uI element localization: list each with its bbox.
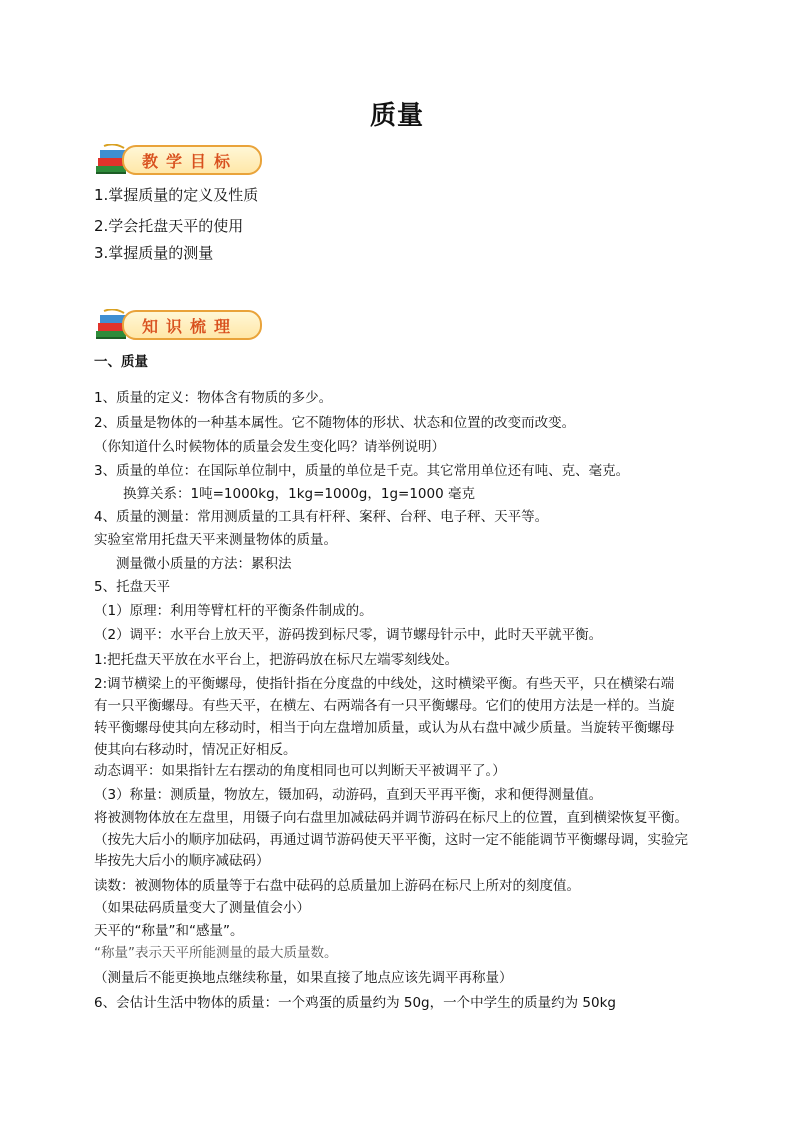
text-line: “称量”表示天平所能测量的最大质量数。	[94, 945, 338, 961]
text-line: 2:调节横梁上的平衡螺母，使指针指在分度盘的中线处，这时横梁平衡。有些天平，只在横梁右端	[94, 676, 675, 692]
text-line: 天平的“称量”和“感量”。	[94, 923, 244, 939]
text-line: 3、质量的单位：在国际单位制中，质量的单位是千克。其它常用单位还有吨、克、毫克。	[94, 463, 630, 479]
section-heading: 一、质量	[94, 354, 148, 370]
text-line: （3）称量：测质量，物放左，镊加码，动游码，直到天平再平衡，求和便得测量值。	[94, 787, 603, 803]
page-title: 质量	[369, 101, 424, 131]
text-line: （2）调平：水平台上放天平，游码拨到标尺零，调节螺母针示中，此时天平就平衡。	[94, 627, 603, 643]
goals-banner	[94, 142, 260, 178]
goal-item-1: 1.掌握质量的定义及性质	[94, 186, 259, 204]
text-line: 5、托盘天平	[94, 579, 171, 595]
text-line: 6、会估计生活中物体的质量：一个鸡蛋的质量约为 50g，一个中学生的质量约为 50kg	[94, 995, 616, 1011]
text-line: 实验室常用托盘天平来测量物体的质量。	[94, 532, 337, 548]
text-line: 动态调平：如果指针左右摆动的角度相同也可以判断天平被调平了。）	[94, 763, 506, 779]
text-line: 毕按先大后小的顺序减砝码）	[94, 853, 270, 869]
text-line: 测量微小质量的方法：累积法	[116, 556, 292, 572]
text-line: （测量后不能更换地点继续称量，如果直接了地点应该先调平再称量）	[94, 970, 513, 986]
text-line: （1）原理：利用等臂杠杆的平衡条件制成的。	[94, 603, 373, 619]
goal-item-3: 3.掌握质量的测量	[94, 244, 214, 262]
text-line: （按先大后小的顺序加砝码，再通过调节游码使天平平衡，这时一定不能能调节平衡螺母调，实验完	[94, 832, 688, 848]
text-line: 有一只平衡螺母。有些天平，在横左、右两端各有一只平衡螺母。它们的使用方法是一样的。当旋	[94, 698, 675, 714]
text-line: 2、质量是物体的一种基本属性。它不随物体的形状、状态和位置的改变而改变。	[94, 415, 576, 431]
text-line: （如果砝码质量变大了测量值会小）	[94, 900, 310, 916]
review-banner-label: 知识梳理	[142, 317, 239, 336]
text-line: 使其向右移动时，情况正好相反。	[94, 742, 297, 758]
text-line: 1:把托盘天平放在水平台上，把游码放在标尺左端零刻线处。	[94, 652, 459, 668]
text-line: 换算关系：1吨=1000kg，1kg=1000g，1g=1000 毫克	[123, 486, 475, 502]
review-banner-pill	[122, 310, 262, 340]
text-line: 1、质量的定义：物体含有物质的多少。	[94, 390, 333, 406]
goals-banner-pill	[122, 145, 262, 175]
text-line: 转平衡螺母使其向左移动时，相当于向左盘增加质量，或认为从右盘中减少质量。当旋转平衡螺母	[94, 720, 675, 736]
text-line: 4、质量的测量：常用测质量的工具有杆秤、案秤、台秤、电子秤、天平等。	[94, 509, 549, 525]
goal-item-2: 2.学会托盘天平的使用	[94, 217, 244, 235]
text-line: 将被测物体放在左盘里，用镊子向右盘里加减砝码并调节游码在标尺上的位置，直到横梁恢复平衡。	[94, 810, 688, 826]
text-line: 读数：被测物体的质量等于右盘中砝码的总质量加上游码在标尺上所对的刻度值。	[94, 878, 580, 894]
text-line: （你知道什么时候物体的质量会发生变化吗？请举例说明）	[94, 439, 445, 455]
review-banner	[94, 307, 260, 343]
goals-banner-label: 教学目标	[142, 152, 239, 171]
